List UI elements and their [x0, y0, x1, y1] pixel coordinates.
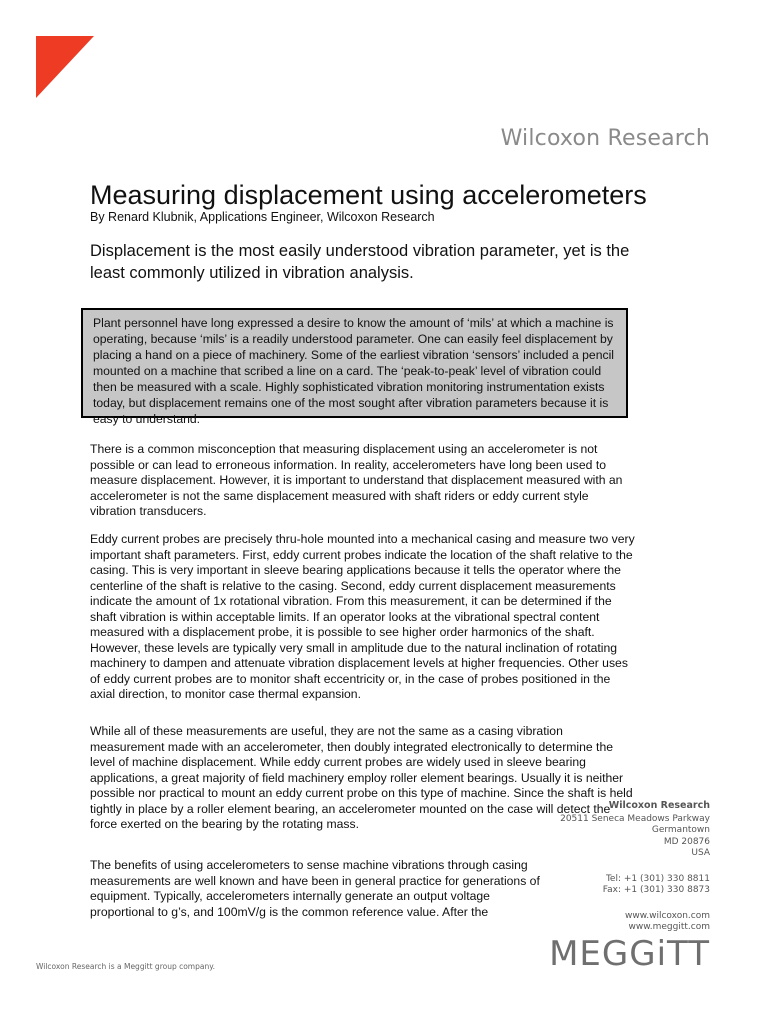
page-title: Measuring displacement using accelerometers [90, 180, 647, 210]
body-paragraph-1: There is a common misconception that measuring displacement using an accelerometer is not possible or can lead to erroneous information. In reality, accelerometers have long been used to measure displacement. However, it is important to understand that displacement measured with an accelerometer is not the same displacement measured with shaft riders or eddy current style vibration transducers. [90, 442, 623, 518]
meggitt-logo: MEGGiTT [549, 934, 710, 974]
address-line: USA [691, 848, 710, 858]
brand-header: Wilcoxon Research [500, 126, 710, 151]
website-link[interactable]: www.wilcoxon.com [625, 910, 710, 921]
sidebar-company: Wilcoxon Research [608, 800, 710, 811]
body-paragraph-4: The benefits of using accelerometers to sense machine vibrations through casing measurements are well known and have been in general practice for generations of equipment. Typically, accelerometers internally generate an output voltage proportional to g’s, and 100mV/g is the common reference value. After the [90, 858, 540, 919]
body-paragraph-3: While all of these measurements are useful, they are not the same as a casing vibration measurement made with an accelerometer, then doubly integrated electronically to determine the level of machine displacement. While eddy current probes are widely used in sleeve bearing applications, a great majority of field machinery employ roller element bearings. Usually it is neither possible nor practical to mount an eddy current probe on this type of machine. Since the shaft is held tightly in place by a roller element bearing, an accelerometer mounted on the case will detect the force exerted on the bearing by the rotating mass. [90, 724, 633, 831]
red-corner-triangle-logo [36, 36, 94, 98]
telephone: Tel: +1 (301) 330 8811 [605, 873, 710, 884]
address-line: MD 20876 [663, 836, 710, 847]
callout-box [81, 308, 628, 426]
byline: By Renard Klubnik, Applications Engineer, Wilcoxon Research [90, 210, 435, 224]
contact-sidebar [560, 800, 710, 934]
footer-note: Wilcoxon Research is a Meggitt group company. [36, 962, 215, 971]
lead-paragraph: Displacement is the most easily understood vibration parameter, yet is the least commonly utilized in vibration analysis. [90, 242, 630, 282]
body-paragraph-2: Eddy current probes are precisely thru-hole mounted into a mechanical casing and measure two very important shaft parameters. First, eddy current probes indicate the location of the shaft relative to the casing. This is very important in sleeve bearing applications because it tells the operator where the centerline of the shaft is relative to the casing. Second, eddy current displacement measurements indicate the amount of 1x rotational vibration. From this measurement, it can be determined if the shaft vibration is within acceptable limits. If an operator looks at the vibrational spectral content measured with a displacement probe, it is possible to see higher order harmonics of the shaft. However, these levels are typically very small in amplitude due to the natural inclination of rotating machinery to dampen and attenuate vibration displacement levels at higher frequencies. Other uses of eddy current probes are to monitor shaft eccentricity or, in the case of probes positioned in the axial direction, to monitor case thermal expansion. [90, 532, 635, 701]
address-line: Germantown [651, 825, 710, 835]
fax: Fax: +1 (301) 330 8873 [602, 885, 710, 895]
address-line: 20511 Seneca Meadows Parkway [560, 813, 710, 824]
callout-text: Plant personnel have long expressed a desire to know the amount of ‘mils’ at which a machine is operating, because ‘mils’ is a readily understood parameter. One can easily feel displacement by placing a hand on a piece of machinery. Some of the earliest vibration ‘sensors’ included a pencil mounted on a machine that scribed a line on a card. The ‘peak-to-peak’ level of vibration could then be measured with a scale. Highly sophisticated vibration monitoring instrumentation exists today, but displacement remains one of the most sought after vibration parameters because it is easy to understand. [93, 316, 614, 426]
website-link[interactable]: www.meggitt.com [628, 922, 710, 932]
